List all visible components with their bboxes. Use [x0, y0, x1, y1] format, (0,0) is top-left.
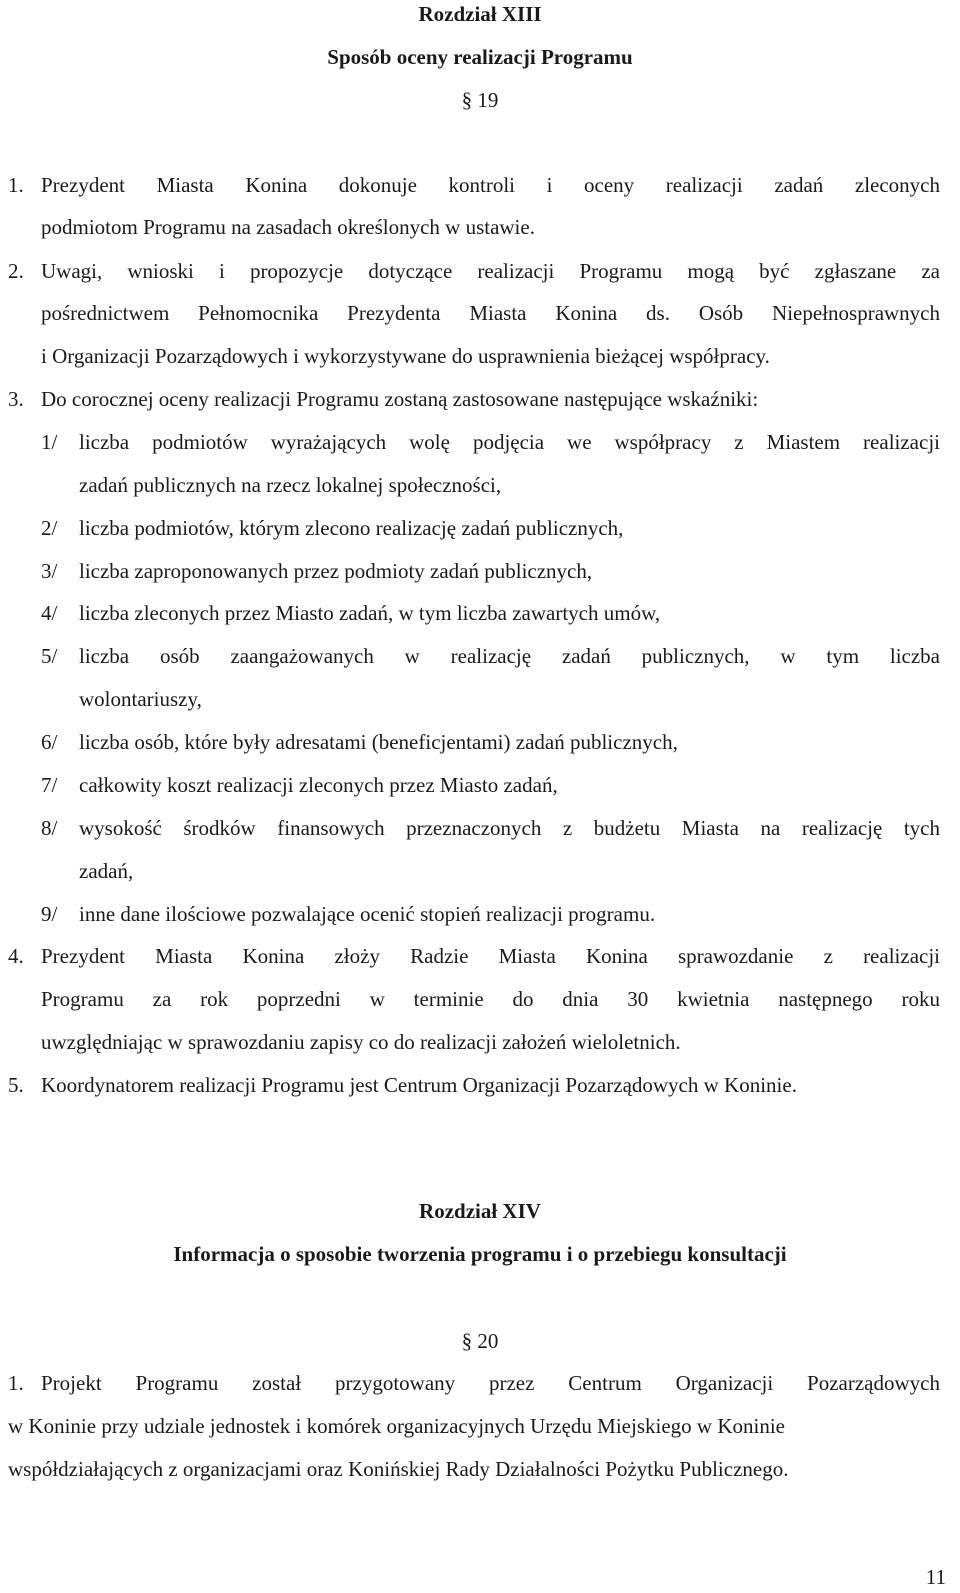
chapter-14-subtitle: Informacja o sposobie tworzenia programu i o przebiegu konsultacji — [173, 1242, 787, 1266]
chapter-13-title: Rozdział XIII — [418, 2, 542, 26]
item-4-line-2: Programu za rok poprzedni w terminie do dnia 30 kwietnia następnego roku — [41, 987, 940, 1011]
indicator-8-line-2: zadań, — [79, 859, 134, 883]
item-2-line-3: i Organizacji Pozarządowych i wykorzystywane do usprawnienia bieżącej współpracy. — [41, 344, 770, 368]
ch14-item-1-line-2: w Koninie przy udziale jednostek i komórek organizacyjnych Urzędu Miejskiego w Koninie — [8, 1414, 785, 1438]
indicator-8-line-1: wysokość środków finansowych przeznaczonych z budżetu Miasta na realizację tych — [79, 816, 940, 840]
indicator-1-line-1: liczba podmiotów wyrażających wolę podjęcia we współpracy z Miastem realizacji — [79, 430, 940, 454]
indicator-9-number: 9/ — [41, 902, 58, 926]
indicator-4-number: 4/ — [41, 601, 58, 625]
item-3-line-1: Do corocznej oceny realizacji Programu zostaną zastosowane następujące wskaźniki: — [41, 387, 759, 411]
item-4-line-3: uwzględniając w sprawozdaniu zapisy co do realizacji założeń wieloletnich. — [41, 1030, 681, 1054]
ch14-item-1-line-1: Projekt Programu został przygotowany przez Centrum Organizacji Pozarządowych — [41, 1371, 940, 1395]
item-4-line-1: Prezydent Miasta Konina złoży Radzie Miasta Konina sprawozdanie z realizacji — [41, 944, 940, 968]
item-2-line-1: Uwagi, wnioski i propozycje dotyczące realizacji Programu mogą być zgłaszane za — [41, 259, 940, 283]
indicator-5-number: 5/ — [41, 644, 58, 668]
item-3-number: 3. — [8, 387, 24, 411]
indicator-6-line-1: liczba osób, które były adresatami (beneficjentami) zadań publicznych, — [79, 730, 678, 754]
item-4-number: 4. — [8, 944, 24, 968]
indicator-8-number: 8/ — [41, 816, 58, 840]
page-number: 11 — [925, 1565, 946, 1589]
indicator-3-line-1: liczba zaproponowanych przez podmioty zadań publicznych, — [79, 559, 593, 583]
item-1-line-2: podmiotom Programu na zasadach określonych w ustawie. — [41, 215, 535, 239]
item-2-line-2: pośrednictwem Pełnomocnika Prezydenta Miasta Konina ds. Osób Niepełnosprawnych — [41, 301, 940, 325]
chapter-14-title: Rozdział XIV — [419, 1199, 541, 1223]
item-1-line-1: Prezydent Miasta Konina dokonuje kontroli i oceny realizacji zadań zleconych — [41, 173, 940, 197]
indicator-4-line-1: liczba zleconych przez Miasto zadań, w tym liczba zawartych umów, — [79, 601, 661, 625]
indicator-2-line-1: liczba podmiotów, którym zlecono realizację zadań publicznych, — [79, 516, 624, 540]
ch14-item-1-number: 1. — [8, 1371, 24, 1395]
indicator-9-line-1: inne dane ilościowe pozwalające ocenić stopień realizacji programu. — [79, 902, 656, 926]
item-5-line-1: Koordynatorem realizacji Programu jest Centrum Organizacji Pozarządowych w Koninie. — [41, 1073, 797, 1097]
indicator-6-number: 6/ — [41, 730, 58, 754]
indicator-2-number: 2/ — [41, 516, 58, 540]
section-19-heading: § 19 — [461, 88, 499, 112]
indicator-5-line-1: liczba osób zaangażowanych w realizację zadań publicznych, w tym liczba — [79, 644, 940, 668]
item-2-number: 2. — [8, 259, 24, 283]
section-20-heading: § 20 — [461, 1329, 499, 1353]
item-1-number: 1. — [8, 173, 24, 197]
item-5-number: 5. — [8, 1073, 24, 1097]
indicator-1-line-2: zadań publicznych na rzecz lokalnej społeczności, — [79, 473, 502, 497]
ch14-item-1-line-3: współdziałających z organizacjami oraz Konińskiej Rady Działalności Pożytku Publicznego. — [8, 1457, 789, 1481]
indicator-1-number: 1/ — [41, 430, 58, 454]
indicator-7-line-1: całkowity koszt realizacji zleconych przez Miasto zadań, — [79, 773, 558, 797]
indicator-3-number: 3/ — [41, 559, 58, 583]
chapter-13-subtitle: Sposób oceny realizacji Programu — [327, 45, 633, 69]
indicator-5-line-2: wolontariuszy, — [79, 687, 202, 711]
indicator-7-number: 7/ — [41, 773, 58, 797]
